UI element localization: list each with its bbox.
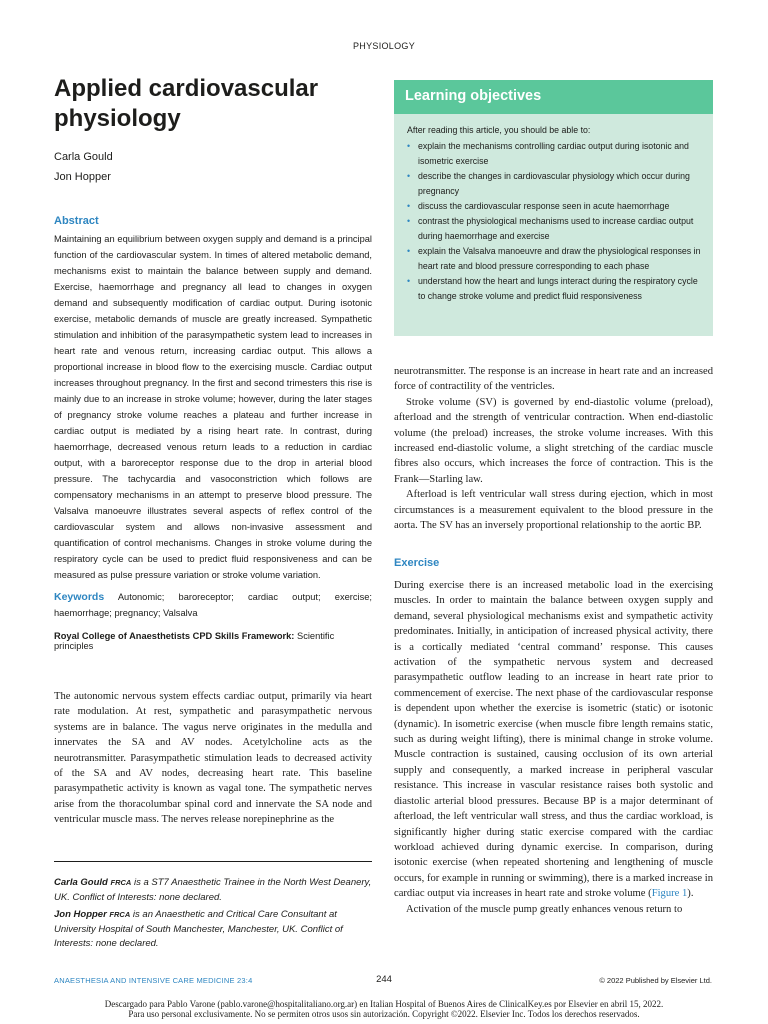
body-right-column-exercise: [394, 578, 713, 917]
list-item: [407, 244, 703, 274]
list-item: [407, 199, 703, 214]
footer-journal: ANAESTHESIA AND INTENSIVE CARE MEDICINE 23:4: [54, 976, 253, 985]
body-paragraph: Activation of the muscle pump greatly enhances venous return to: [406, 903, 683, 915]
section-label: PHYSIOLOGY: [352, 41, 416, 51]
learning-objectives-list: [407, 139, 703, 304]
bullet-icon: •: [407, 216, 411, 226]
objective-text: explain the Valsalva manoeuvre and draw the physiological responses in heart rate and blood pressure corresponding to each phase: [418, 246, 701, 271]
author-name: Carla Gould: [54, 151, 113, 163]
learning-objectives-intro: After reading this article, you should be able to:: [407, 125, 591, 135]
bio-text: is a ST7 Anaesthetic Trainee in the North West Deanery, UK. Conflict of Interests: none declared.: [54, 877, 372, 903]
bio-name: Carla Gould: [54, 877, 108, 888]
body-paragraph: The autonomic nervous system effects cardiac output, primarily via heart rate modulation. At rest, sympathetic and parasympathetic nervous systems are in balance. The vagus nerve originates in the medulla and innervates the SA and AV nodes. Acetylcholine acts as the neurotransmitter. Parasympathetic stimulation leads to decreased activity of the SA and AV nodes, decreasing heart rate. This baseline parasympathetic activity is known as vagal tone. The sympathetic nerves arise from the thoracolumbar spinal cord and innervate the SA node and ventricular muscle mass. The nerves release norepinephrine as the: [54, 691, 372, 826]
section-heading: Exercise: [394, 557, 440, 569]
objective-text: understand how the heart and lungs interact during the respiratory cycle to change stroke volume and predict fluid responsiveness: [418, 276, 698, 301]
bio-degree: FRCA: [109, 910, 131, 919]
article-title: Applied cardiovascular physiology: [54, 75, 319, 132]
cpd-value: Scientific principles: [54, 631, 335, 651]
author-name: Jon Hopper: [54, 171, 111, 183]
body-paragraph: [394, 578, 713, 902]
bullet-icon: •: [407, 141, 411, 151]
learning-objectives-header: [394, 80, 713, 114]
download-notice: Descargado para Pablo Varone (pablo.varone@hospitalitaliano.org.ar) en Italian Hospital of Buenos Aires de ClinicalKey.es por Elsevier en abril 15, 2022.: [104, 999, 664, 1009]
bullet-icon: •: [407, 276, 411, 286]
bullet-icon: •: [407, 246, 411, 256]
divider: [54, 861, 372, 862]
objective-text: discuss the cardiovascular response seen in acute haemorrhage: [418, 201, 670, 211]
cpd-framework: [54, 631, 372, 651]
objective-text: explain the mechanisms controlling cardiac output during isotonic and isometric exercise: [418, 141, 689, 166]
footer-copyright: © 2022 Published by Elsevier Ltd.: [599, 976, 712, 985]
figure-link[interactable]: Figure 1: [651, 888, 688, 900]
bullet-icon: •: [407, 201, 411, 211]
body-paragraph: Afterload is left ventricular wall stress during ejection, which in most circumstances is a measurement equivalent to the blood pressure in the aorta. The SV has an inversely proportional relationship to the aortic BP.: [394, 489, 713, 532]
list-item: [407, 139, 703, 169]
abstract-text: Maintaining an equilibrium between oxygen supply and demand is a principal function of the cardiovascular system. In times of altered metabolic demand, mechanisms exist to maintain the balance between supply and demand. Exercise, haemorrhage and pregnancy all lead to changes in oxygen demand and subsequently modification of cardiac output. During isotonic exercise, metabolic demands of muscle are greatly increased. Sympathetic stimulation and inhibition of the parasympathetic system lead to increases in heart rate and venous return, increasing cardiac output. This allows a proportional increase in blood flow to the exercising muscle. Cardiac output increases throughout pregnancy. In the first and second trimesters this rise is mainly due to an increase in stroke volume; however, during the later stages of pregnancy stroke volume reaches a plateau and further increase in cardiac output is mediated by a rising heart rate. In contrast, during haemorrhage, decreased venous return leads to a reduction in cardiac output, with a baroreceptor response due to the drop in arterial blood pressure. The tachycardia and vasoconstriction which follows are compensatory mechanisms in an attempt to preserve blood pressure. The Valsalva manoeuvre illustrates several aspects of reflex control of the cardiovascular system and allows non-invasive assessment and quantification of control mechanisms. Changes in stroke volume during the respiratory cycle can be used to predict fluid responsiveness and can be measured as pulse pressure variation or stroke volume variation.: [54, 234, 372, 580]
body-right-column-top: [394, 364, 713, 533]
bullet-icon: •: [407, 171, 411, 181]
download-notice: Para uso personal exclusivamente. No se permiten otros usos sin autorización. Copyright ©2022. Elsevier Inc. Todos los derechos reservados.: [128, 1009, 640, 1019]
objective-text: contrast the physiological mechanisms used to increase cardiac output during haemorrhage and exercise: [418, 216, 694, 241]
learning-objectives-box: [394, 80, 713, 336]
bio-text: is an Anaesthetic and Critical Care Consultant at University Hospital of South Manchester, Manchester, UK. Conflict of Interests: none declared.: [54, 909, 343, 949]
list-item: [407, 214, 703, 244]
body-paragraph: neurotransmitter. The response is an increase in heart rate and an increased force of contractility of the ventricles.: [394, 366, 713, 393]
paragraph-text: ).: [687, 888, 694, 900]
keywords: [54, 589, 372, 621]
learning-objectives-title: Learning objectives: [405, 88, 542, 104]
list-item: [407, 169, 703, 199]
bio-name: Jon Hopper: [54, 909, 107, 920]
cpd-label: Royal College of Anaesthetists CPD Skills Framework:: [54, 631, 295, 641]
page-number: 244: [376, 974, 392, 985]
objective-text: describe the changes in cardiovascular physiology which occur during pregnancy: [418, 171, 690, 196]
author-bio: [54, 876, 372, 905]
keywords-label: Keywords: [54, 591, 105, 603]
paragraph-text: During exercise there is an increased metabolic load in the exercising muscles. In order to maintain the balance between oxygen supply and demand, several physiological mechanisms exist and sympathetic activity predominates. Initially, in anticipation of increased physical activity, there is a cortically mediated ‘central command’ response. This causes activation of the sympathetic nervous system and decreased parasympathetic outflow leading to an increase in heart rate prior to commencement of exercise. The next phase of the cardiovascular response is dependent upon whether the exercise is isometric (static) or isotonic (dynamic). In isometric exercise (when muscle fibre length remains static, such as during weight lifting), there is minimal change in stroke volume. Muscle contraction is sustained, causing occlusion of its own arterial supply and consequently, a marked increase in peripheral vascular resistance. This increase in vascular resistance raises both systolic and diastolic arterial blood pressures. Because BP is a major determinant of afterload, the left ventricular wall stress, and thus the cardiac workload, is significantly higher during static exercise compared with the cardiac workload achieved during dynamic exercise. In comparison, during isotonic exercise (when repeated shortening and lengthening of muscle occurs, for example in running or swimming), there is a marked increase in cardiac output via increases in heart rate and stroke volume (: [394, 580, 713, 900]
keywords-text: Autonomic; baroreceptor; cardiac output; exercise; haemorrhage; pregnancy; Valsalva: [54, 592, 372, 618]
body-left-column: [54, 689, 372, 828]
list-item: [407, 274, 703, 304]
author-bio: [54, 908, 372, 952]
body-paragraph: Stroke volume (SV) is governed by end-diastolic volume (preload), afterload and the strength of ventricular contraction. When end-diastolic volume (the preload) increases, the stroke volume increases. With this increased end-diastolic volume, a slight stretching of the cardiac muscle fibres also occurs, which increases the force of contraction. This is the Frank—Starling law.: [394, 396, 713, 485]
bio-degree: FRCA: [110, 878, 132, 887]
abstract-heading: Abstract: [54, 215, 99, 227]
